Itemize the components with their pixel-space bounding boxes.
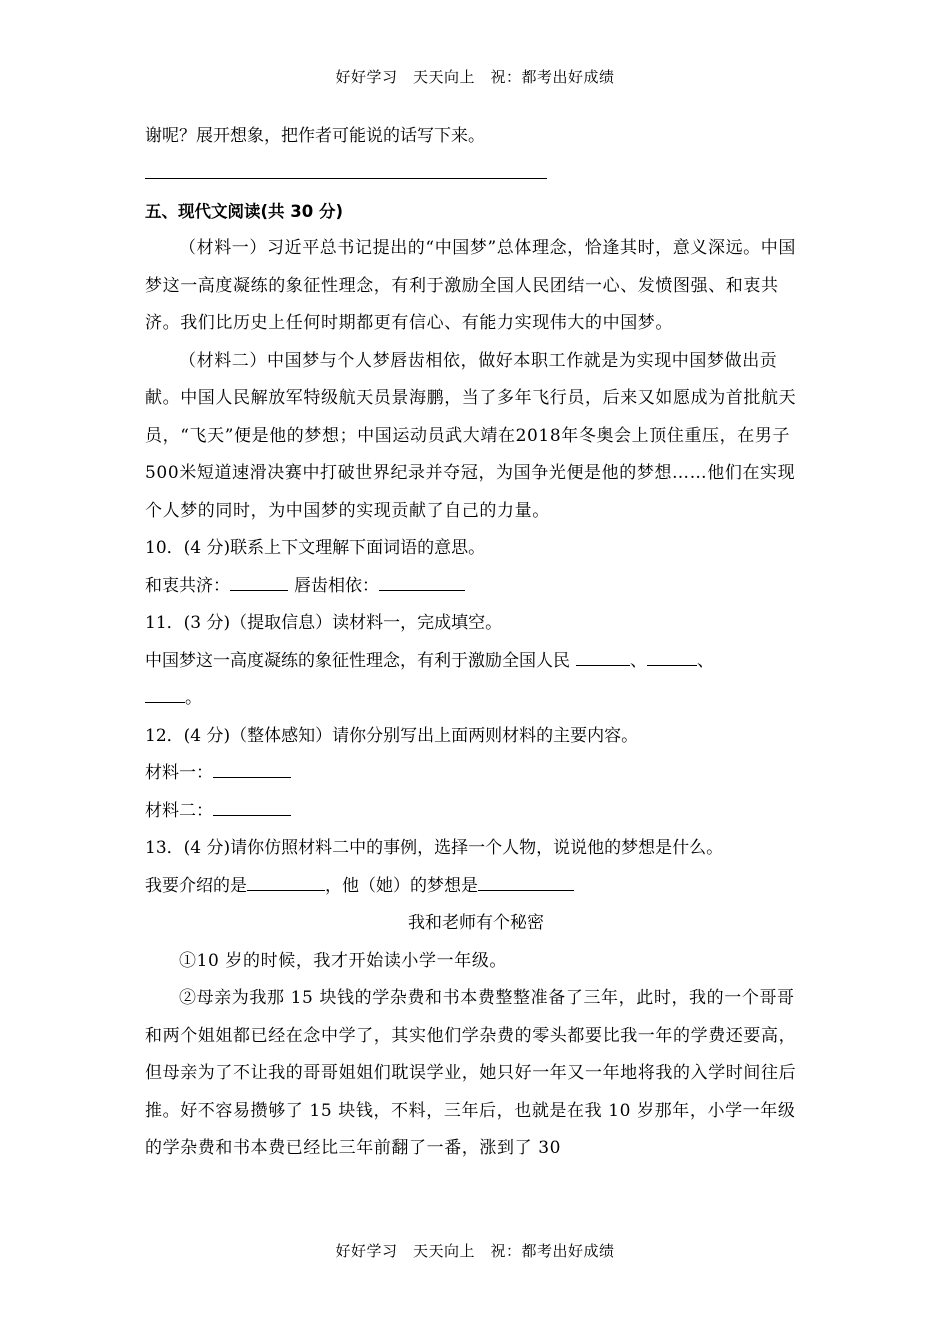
question-11-fill bbox=[145, 643, 807, 681]
question-11-fill-cont bbox=[145, 680, 807, 718]
intro-line: 谢呢？展开想象，把作者可能说的话写下来。 bbox=[145, 126, 485, 146]
q11-text: 中国梦这一高度凝练的象征性理念，有利于激励全国人民 bbox=[145, 650, 570, 671]
question-12-answer-2 bbox=[145, 793, 807, 831]
term-1-blank[interactable] bbox=[230, 573, 288, 591]
q11-blank-2[interactable] bbox=[647, 648, 697, 666]
question-10-answers bbox=[145, 568, 807, 606]
q11-sep-2: 、 bbox=[697, 650, 714, 671]
term-2-blank[interactable] bbox=[379, 573, 465, 591]
question-11-stem: 11．(3 分)（提取信息）读材料一，完成填空。 bbox=[145, 613, 503, 633]
q13-part-1: 我要介绍的是 bbox=[145, 875, 247, 896]
q11-blank-1[interactable] bbox=[576, 648, 630, 666]
q12-blank-2[interactable] bbox=[213, 798, 291, 816]
term-2-label: 唇齿相依： bbox=[294, 575, 379, 596]
page-header: 好好学习 天天向上 祝：都考出好成绩 bbox=[335, 68, 615, 86]
q11-sep-1: 、 bbox=[630, 650, 647, 671]
question-13-answer bbox=[145, 868, 807, 906]
q13-blank-2[interactable] bbox=[478, 873, 574, 891]
question-13-stem: 13．(4 分)请你仿照材料二中的事例，选择一个人物，说说他的梦想是什么。 bbox=[145, 838, 724, 858]
q12-label-2: 材料二： bbox=[145, 800, 213, 821]
q11-end: 。 bbox=[185, 688, 202, 708]
q13-blank-1[interactable] bbox=[247, 873, 325, 891]
material-one: （材料一）习近平总书记提出的“中国梦”总体理念，恰逢其时，意义深远。中国梦这一高度凝练的象征性理念，有利于激励全国人民团结一心、发愤图强、和衷共济。我们比历史上任何时期都更有信心、有能力实现伟大的中国梦。 bbox=[145, 238, 796, 333]
story-paragraph-2: ②母亲为我那 15 块钱的学杂费和书本费整整准备了三年，此时，我的一个哥哥和两个姐姐都已经在念中学了，其实他们学杂费的零头都要比我一年的学费还要高，但母亲为了不让我的哥哥姐姐们耽误学业，她只好一年又一年地将我的入学时间往后推。好不容易攒够了 15 块钱，不料，三年后，也就是在我 10 岁那年，小学一年级的学杂费和书本费已经比三年前翻了一番，涨到了 30 bbox=[145, 988, 797, 1158]
q12-label-1: 材料一： bbox=[145, 763, 213, 783]
page-footer: 好好学习 天天向上 祝：都考出好成绩 bbox=[335, 1242, 615, 1260]
term-1-label: 和衷共济： bbox=[145, 575, 230, 596]
document-body bbox=[145, 118, 807, 1168]
story-paragraph-1: ①10 岁的时候，我才开始读小学一年级。 bbox=[179, 950, 508, 971]
q13-part-2: ，他（她）的梦想是 bbox=[325, 875, 478, 896]
question-10-stem: 10．(4 分)联系上下文理解下面词语的意思。 bbox=[145, 538, 486, 558]
section-title: 五、现代文阅读(共 30 分) bbox=[145, 201, 344, 221]
question-12-stem: 12．(4 分)（整体感知）请你分别写出上面两则材料的主要内容。 bbox=[145, 725, 639, 746]
q12-blank-1[interactable] bbox=[213, 760, 291, 778]
question-12-answer-1 bbox=[145, 755, 807, 793]
answer-line bbox=[145, 178, 547, 179]
q11-blank-3[interactable] bbox=[145, 685, 185, 703]
story-title: 我和老师有个秘密 bbox=[408, 913, 544, 933]
material-two: （材料二）中国梦与个人梦唇齿相依，做好本职工作就是为实现中国梦做出贡献。中国人民解放军特级航天员景海鹏，当了多年飞行员，后来又如愿成为首批航天员，“飞天”便是他的梦想；中国运动员武大靖在2018年冬奥会上顶住重压，在男子500米短道速滑决赛中打破世界纪录并夺冠，为国争光便是他的梦想……他们在实现个人梦的同时，为中国梦的实现贡献了自己的力量。 bbox=[145, 350, 797, 521]
